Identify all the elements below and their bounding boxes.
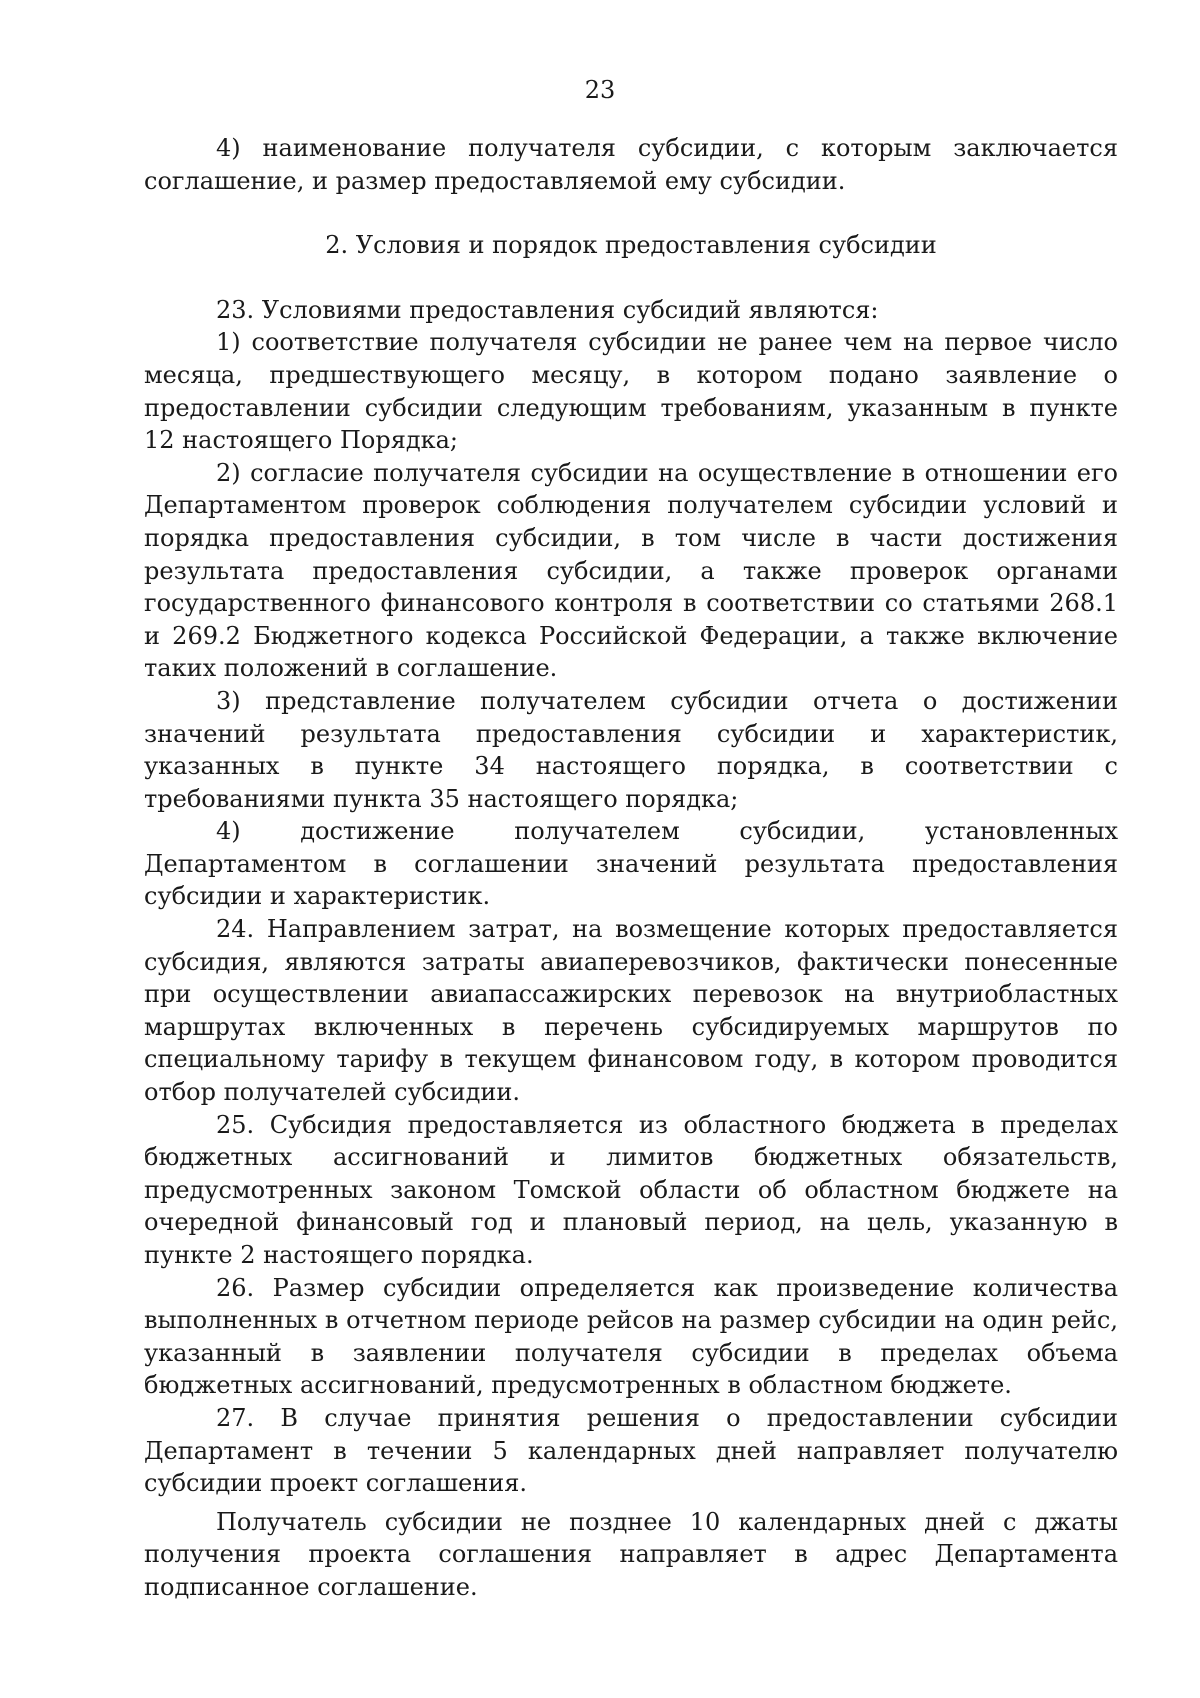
paragraph-23-item-1: 1) соответствие получателя субсидии не ранее чем на первое число месяца, предшествующего месяцу, в котором подано заявление о предоставлении субсидии следующим требованиям, указанным в пункте 12 настоящего Порядка;: [144, 328, 1118, 455]
section-heading: 2. Условия и порядок предоставления субсидии: [325, 231, 937, 260]
paragraph-23-item-4: 4) достижение получателем субсидии, установленных Департаментом в соглашении значений результата предоставления субсидии и характеристик.: [144, 817, 1118, 911]
paragraph-23-item-2: 2) согласие получателя субсидии на осуществление в отношении его Департаментом проверок соблюдения получателем субсидии условий и порядка предоставления субсидии, в том числе в части достижения результата предоставления субсидии, а также проверок органами государственного финансового контроля в соответствии со статьями 268.1 и 269.2 Бюджетного кодекса Российской Федерации, а также включение таких положений в соглашение.: [144, 458, 1118, 683]
paragraph-23-item-3: 3) представление получателем субсидии отчета о достижении значений результата предоставления субсидии и характеристик, указанных в пункте 34 настоящего порядка, в соответствии с требованиями пункта 35 настоящего порядка;: [144, 686, 1118, 813]
document-body: [144, 132, 1118, 1604]
paragraph-27-continuation: Получатель субсидии не позднее 10 календарных дней с джаты получения проекта соглашения направляет в адрес Департамента подписанное соглашение.: [144, 1507, 1118, 1601]
paragraph-24: 24. Направлением затрат, на возмещение которых предоставляется субсидия, являются затраты авиаперевозчиков, фактически понесенные при осуществлении авиапассажирских перевозок на внутриобластных маршрутах включенных в перечень субсидируемых маршрутов по специальному тарифу в текущем финансовом году, в котором проводится отбор получателей субсидии.: [144, 915, 1118, 1107]
paragraph-26: 26. Размер субсидии определяется как произведение количества выполненных в отчетном периоде рейсов на размер субсидии на один рейс, указанный в заявлении получателя субсидии в пределах объема бюджетных ассигнований, предусмотренных в областном бюджете.: [144, 1273, 1118, 1400]
paragraph-25: 25. Субсидия предоставляется из областного бюджета в пределах бюджетных ассигнований и лимитов бюджетных обязательств, предусмотренных законом Томской области об областном бюджете на очередной финансовый год и плановый период, на цель, указанную в пункте 2 настоящего порядка.: [144, 1110, 1118, 1269]
paragraph-23: 23. Условиями предоставления субсидий являются:: [216, 295, 879, 324]
paragraph-item-4: 4) наименование получателя субсидии, с которым заключается соглашение, и размер предоставляемой ему субсидии.: [144, 134, 1118, 195]
paragraph-27: 27. В случае принятия решения о предоставлении субсидии Департамент в течении 5 календарных дней направляет получателю субсидии проект соглашения.: [144, 1403, 1118, 1498]
page-number: 23: [584, 76, 616, 104]
